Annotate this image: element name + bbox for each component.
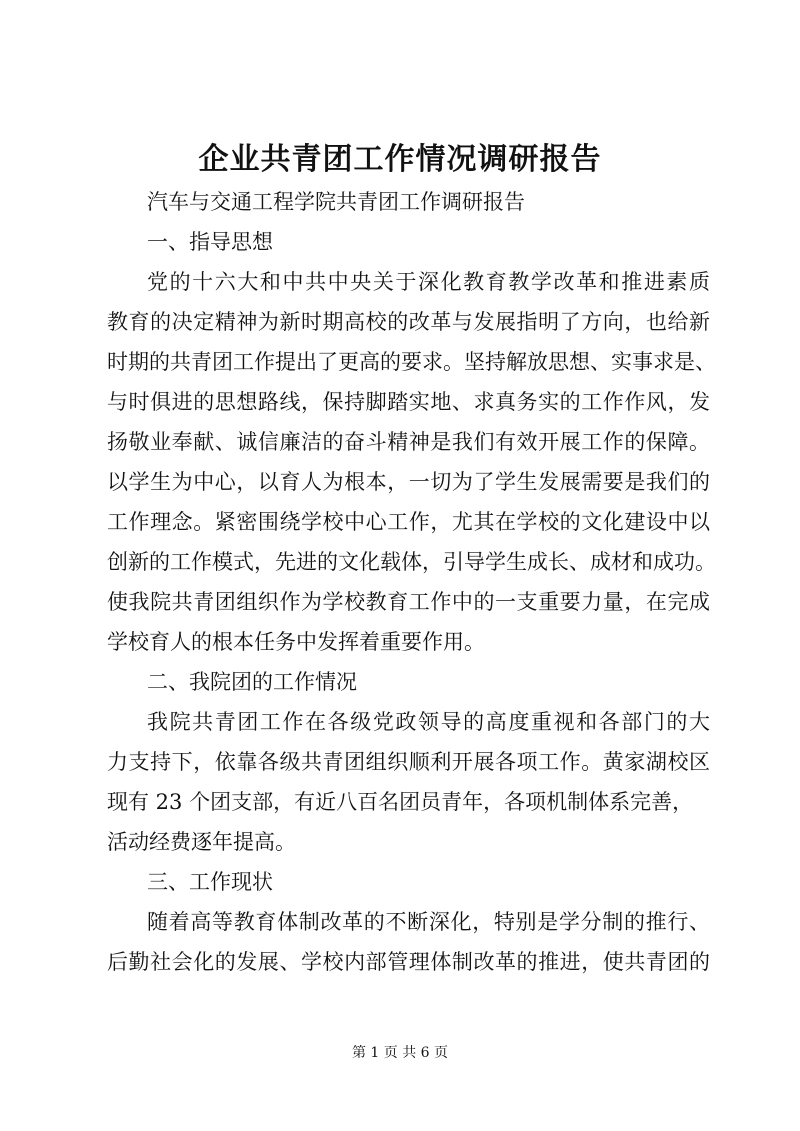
section-heading-2: 二、我院团的工作情况 (147, 670, 357, 694)
paragraph-line: 我院共青团工作在各级党政领导的高度重视和各部门的大 (147, 710, 710, 734)
subtitle-line: 汽车与交通工程学院共青团工作调研报告 (147, 190, 525, 214)
paragraph-line: 以学生为中心，以育人为根本，一切为了学生发展需要是我们的 (107, 470, 710, 494)
document-body (107, 182, 716, 982)
paragraph-line: 创新的工作模式，先进的文化载体，引导学生成长、成材和成功。 (107, 550, 716, 574)
section-heading-1: 一、指导思想 (147, 230, 273, 254)
paragraph-line: 活动经费逐年提高。 (107, 830, 296, 854)
paragraph-line: 扬敬业奉献、诚信廉洁的奋斗精神是我们有效开展工作的保障。 (107, 430, 710, 454)
paragraph-line: 教育的决定精神为新时期高校的改革与发展指明了方向，也给新 (107, 310, 710, 334)
paragraph-line: 与时俱进的思想路线，保持脚踏实地、求真务实的工作作风，发 (107, 390, 710, 414)
paragraph-line: 力支持下，依靠各级共青团组织顺利开展各项工作。黄家湖校区 (107, 750, 710, 774)
paragraph-line: 工作理念。紧密围绕学校中心工作，尤其在学校的文化建设中以 (107, 510, 710, 534)
paragraph-line: 党的十六大和中共中央关于深化教育教学改革和推进素质 (147, 270, 710, 294)
document-title: 企业共青团工作情况调研报告 (198, 142, 602, 177)
paragraph-line: 使我院共青团组织作为学校教育工作中的一支重要力量，在完成 (107, 590, 710, 614)
page-number-footer: 第 1 页 共 6 页 (351, 1045, 449, 1061)
section-heading-3: 三、工作现状 (147, 870, 273, 894)
paragraph-line: 现有 23 个团支部，有近八百名团员青年，各项机制体系完善， (107, 790, 694, 814)
paragraph-line: 后勤社会化的发展、学校内部管理体制改革的推进，使共青团的 (107, 950, 710, 974)
paragraph-line: 时期的共青团工作提出了更高的要求。坚持解放思想、实事求是、 (107, 350, 716, 374)
paragraph-line: 随着高等教育体制改革的不断深化，特别是学分制的推行、 (147, 910, 710, 934)
paragraph-line: 学校育人的根本任务中发挥着重要作用。 (107, 630, 485, 654)
